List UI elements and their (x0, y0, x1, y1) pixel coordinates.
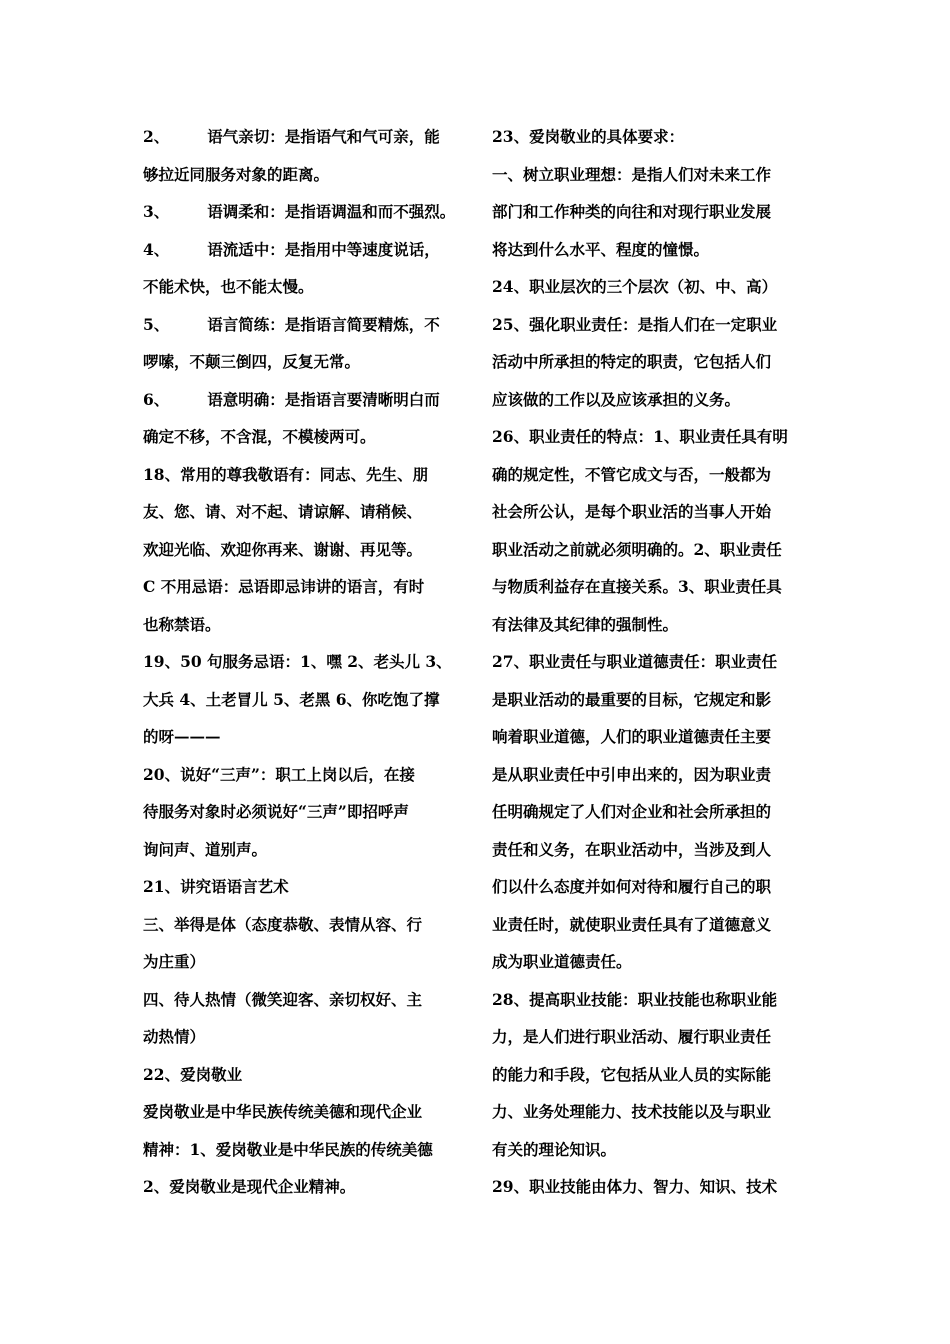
text-line: 18、常用的尊我敬语有：同志、先生、朋 (143, 464, 429, 484)
text-line: 为庄重） (143, 952, 206, 971)
text-line: 大兵 4、土老冒儿 5、老黑 6、你吃饱了撑 (143, 689, 440, 709)
text-line: 们以什么态度并如何对待和履行自己的职 (492, 877, 772, 896)
text-line: 爱岗敬业是中华民族传统美德和现代企业 (143, 1102, 423, 1121)
text-line: 询问声、道别声。 (143, 839, 268, 859)
list-text: 语言简练：是指语言简要精炼，不 (207, 314, 440, 334)
list-text: 语气亲切：是指语气和气可亲，能 (207, 127, 440, 146)
text-line: 任明确规定了人们对企业和社会所承担的 (492, 802, 772, 821)
text-line: 有法律及其纪律的强制性。 (492, 614, 679, 634)
text-line: 28、提高职业技能：职业技能也称职业能 (492, 989, 778, 1009)
text-line (143, 193, 468, 231)
text-line: 欢迎光临、欢迎你再来、谢谢、再见等。 (143, 539, 423, 559)
text-line: 是从职业责任中引申出来的，因为职业责 (492, 764, 772, 784)
text-line (143, 381, 468, 419)
text-line: 应该做的工作以及应该承担的义务。 (492, 389, 741, 409)
list-text: 语流适中：是指用中等速度说话， (207, 239, 440, 259)
text-line: 29、职业技能由体力、智力、知识、技术 (492, 1177, 778, 1196)
text-line: 力，是人们进行职业活动、履行职业责任 (492, 1027, 772, 1046)
text-line: 职业活动之前就必须明确的。2、职业责任 (492, 539, 782, 559)
text-line (143, 231, 468, 269)
text-line: 27、职业责任与职业道德责任：职业责任 (492, 652, 778, 671)
text-line: 的能力和手段，它包括从业人员的实际能 (492, 1064, 772, 1084)
text-line: 将达到什么水平、程度的憧憬。 (492, 239, 710, 259)
text-line: 够拉近同服务对象的距离。 (143, 164, 330, 184)
text-line: 业责任时，就使职业责任具有了道德意义 (492, 914, 772, 934)
text-line: 26、职业责任的特点：1、职业责任具有明 (492, 427, 788, 446)
text-line: 部门和工作种类的向往和对现行职业发展 (492, 202, 772, 221)
text-line: 20、说好“三声”：职工上岗以后，在接 (143, 764, 415, 784)
text-line: 力、业务处理能力、技术技能以及与职业 (492, 1102, 772, 1121)
text-line: 有关的理论知识。 (492, 1139, 617, 1159)
text-line: 确定不移，不含混，不模棱两可。 (143, 427, 376, 446)
text-line: 2、爱岗敬业是现代企业精神。 (143, 1177, 356, 1196)
list-text: 语意明确：是指语言要清晰明白而 (207, 389, 440, 409)
list-number: 3、 (143, 202, 170, 221)
text-line: 25、强化职业责任：是指人们在一定职业 (492, 314, 778, 334)
text-line: 一、树立职业理想：是指人们对未来工作 (492, 164, 772, 184)
text-line: 精神：1、爱岗敬业是中华民族的传统美德 (143, 1139, 433, 1159)
text-line: 成为职业道德责任。 (492, 952, 632, 971)
text-line: 24、职业层次的三个层次（初、中、高） (492, 277, 778, 296)
list-number: 2、 (143, 127, 170, 146)
text-line: C 不用忌语：忌语即忌讳讲的语言，有时 (143, 577, 425, 596)
right-column (492, 118, 817, 1206)
text-line: 21、讲究语语言艺术 (143, 877, 289, 896)
text-line: 友、您、请、对不起、请谅解、请稍候、 (143, 502, 423, 521)
text-line: 确的规定性，不管它成文与否，一般都为 (492, 464, 772, 484)
text-line (143, 118, 468, 156)
left-column (143, 118, 468, 1206)
text-line: 响着职业道德，人们的职业道德责任主要 (492, 727, 772, 746)
text-line: 不能术快，也不能太慢。 (143, 277, 314, 296)
text-line: 是职业活动的最重要的目标，它规定和影 (492, 689, 772, 709)
text-line: 动热情） (143, 1027, 206, 1046)
text-line: 待服务对象时必须说好“三声”即招呼声 (143, 802, 409, 821)
list-number: 4、 (143, 239, 170, 259)
text-line: 19、50 句服务忌语：1、嘿 2、老头儿 3、 (143, 652, 452, 671)
text-line: 啰嗦，不颠三倒四，反复无常。 (143, 352, 361, 371)
text-line: 社会所公认，是每个职业活的当事人开始 (492, 502, 772, 521)
text-line: 也称禁语。 (143, 614, 221, 634)
list-text: 语调柔和：是指语调温和而不强烈。 (207, 202, 456, 221)
text-line: 22、爱岗敬业 (143, 1064, 243, 1084)
list-number: 5、 (143, 314, 170, 334)
text-line: 的呀——— (143, 727, 221, 746)
text-line: 三、举得是体（态度恭敬、表情从容、行 (143, 914, 423, 934)
list-number: 6、 (143, 389, 170, 409)
text-line (143, 306, 468, 344)
text-line: 23、爱岗敬业的具体要求： (492, 127, 685, 146)
text-line: 与物质利益存在直接关系。3、职业责任具 (492, 577, 782, 596)
text-line: 活动中所承担的特定的职责，它包括人们 (492, 352, 772, 371)
text-line: 四、待人热情（微笑迎客、亲切权好、主 (143, 989, 423, 1009)
text-line: 责任和义务，在职业活动中，当涉及到人 (492, 839, 772, 859)
